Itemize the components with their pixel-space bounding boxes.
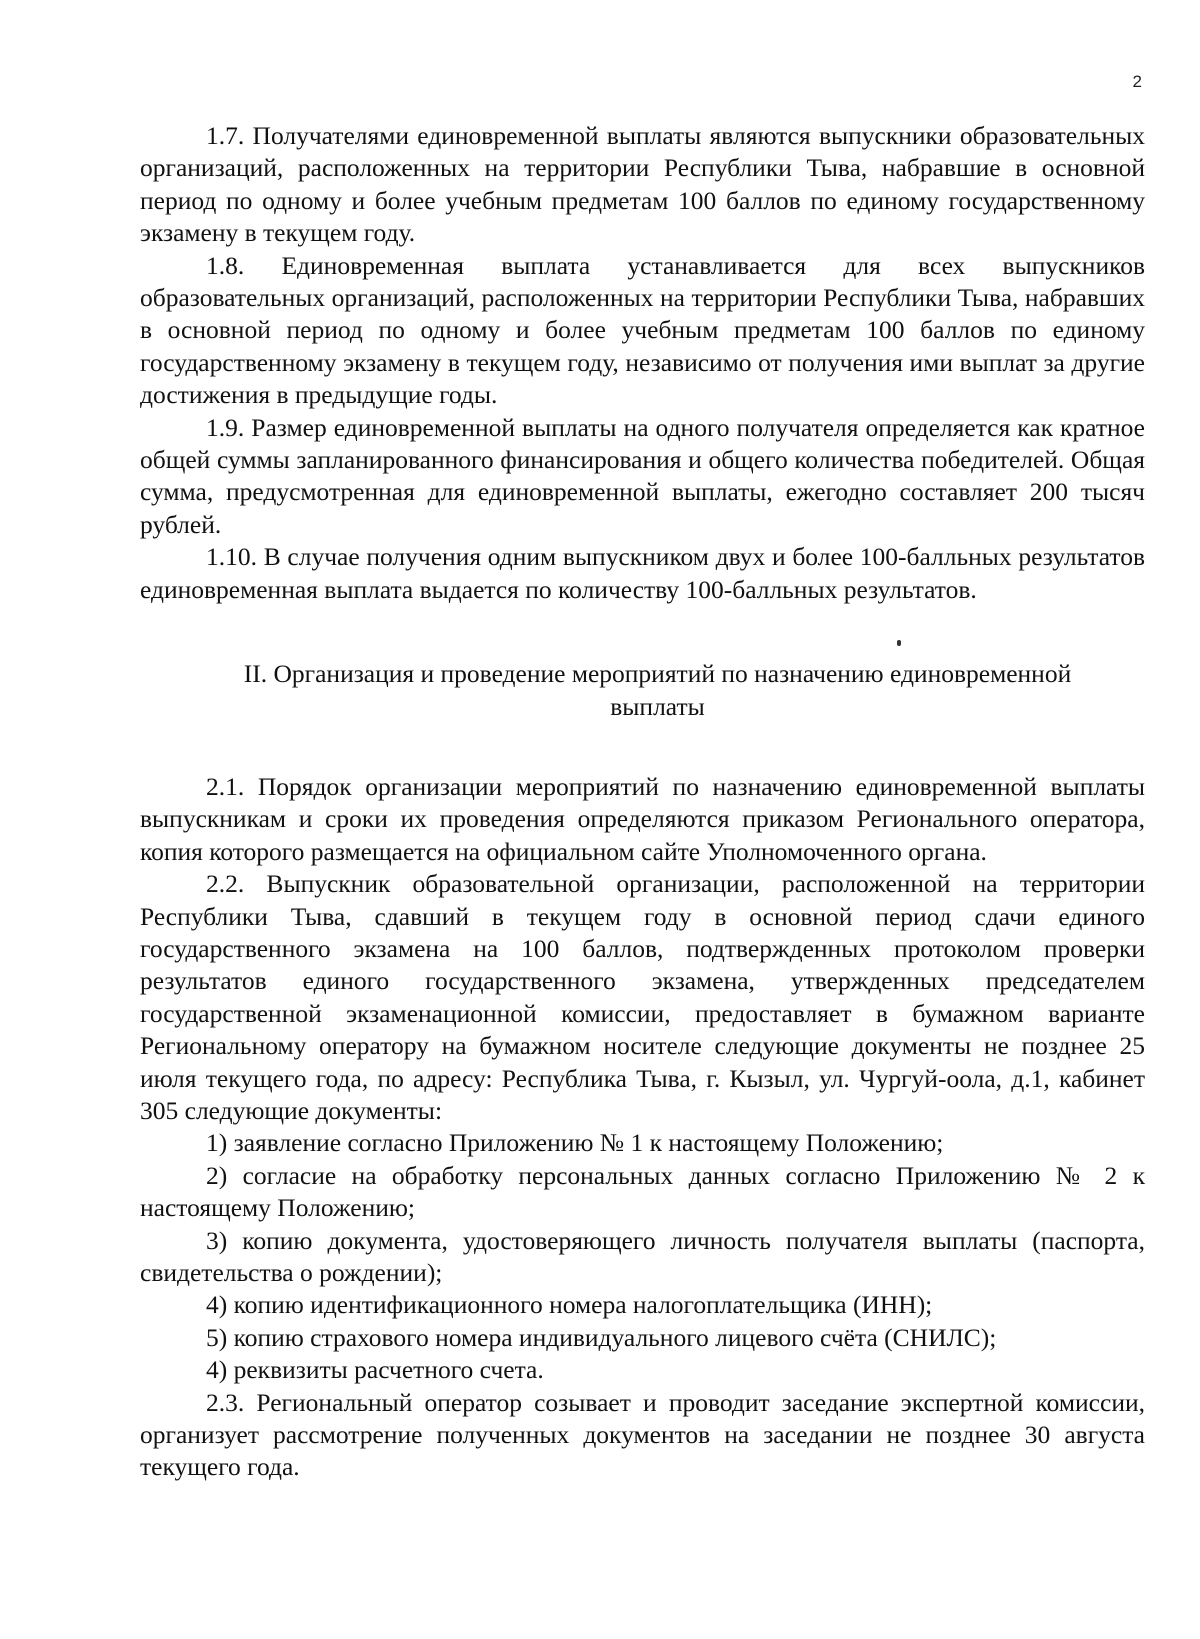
list-item: 5) копию страхового номера индивидуального лицевого счёта (СНИЛС); [206,1322,997,1352]
section-2-heading [140,658,1145,723]
paragraph-2-2: 2.2. Выпускник образовательной организации, расположенной на территории Республики Тыва, сдавший в текущем году в основной период сдачи единого государственного экзамена на 100 баллов, подтвержденных протоколом проверки результатов единого государственного экзамена, утвержденных председателем государственной экзаменационной комиссии, предоставляет в бумажном варианте Региональному оператору на бумажном носителе следующие документы не позднее 25 июля текущего года, по адресу: Республика Тыва, г. Кызыл, ул. Чургуй-оола, д.1, кабинет 305 следующие документы: [140,869,1145,1125]
paragraph-1-10: 1.10. В случае получения одним выпускником двух и более 100-балльных результатов единовременная выплата выдается по количеству 100-балльных результатов. [140,542,1145,604]
list-item: 4) реквизиты расчетного счета. [206,1355,544,1385]
list-item: 2) согласие на обработку персональных данных согласно Приложению № 2 к настоящему Положению; [140,1160,1145,1223]
list-item: 4) копию идентификационного номера налогоплательщика (ИНН); [206,1290,933,1320]
paragraph-1-7: 1.7. Получателями единовременной выплаты являются выпускники образовательных организаций, расположенных на территории Республики Тыва, набравшие в основной период по одному и более учебным предметам 100 баллов по единому государственному экзамену в текущем году. [140,121,1145,248]
document-body [140,120,1145,1484]
page-number: 2 [1132,72,1142,91]
section-2-heading-line1: II. Организация и проведение мероприятий по назначению единовременной [243,659,1072,689]
paragraph-1-9: 1.9. Размер единовременной выплаты на одного получателя определяется как кратное общей суммы запланированного финансирования и общего количества победителей. Общая сумма, предусмотренная для единовременной выплаты, ежегодно составляет 200 тысяч рублей. [140,412,1145,539]
paragraph-1-8: 1.8. Единовременная выплата устанавливается для всех выпускников образовательных организаций, расположенных на территории Республики Тыва, набравших в основной период по одному и более учебным предметам 100 баллов по единому государственному экзамену в текущем году, независимо от получения ими выплат за другие достижения в предыдущие годы. [140,250,1145,410]
paragraph-2-1: 2.1. Порядок организации мероприятий по назначению единовременной выплаты выпускникам и сроки их проведения определяются приказом Регионального оператора, копия которого размещается на официальном сайте Уполномоченного органа. [140,771,1145,866]
section-2-heading-line2: выплаты [610,691,705,721]
list-item: 1) заявление согласно Приложению № 1 к настоящему Положению; [206,1128,944,1158]
documents-list [140,1127,1145,1386]
list-item: 3) копию документа, удостоверяющего личность получателя выплаты (паспорта, свидетельства о рождении); [140,1225,1145,1287]
paragraph-2-3: 2.3. Региональный оператор созывает и проводит заседание экспертной комиссии, организует рассмотрение полученных документов на заседании не позднее 30 августа текущего года. [140,1387,1145,1482]
